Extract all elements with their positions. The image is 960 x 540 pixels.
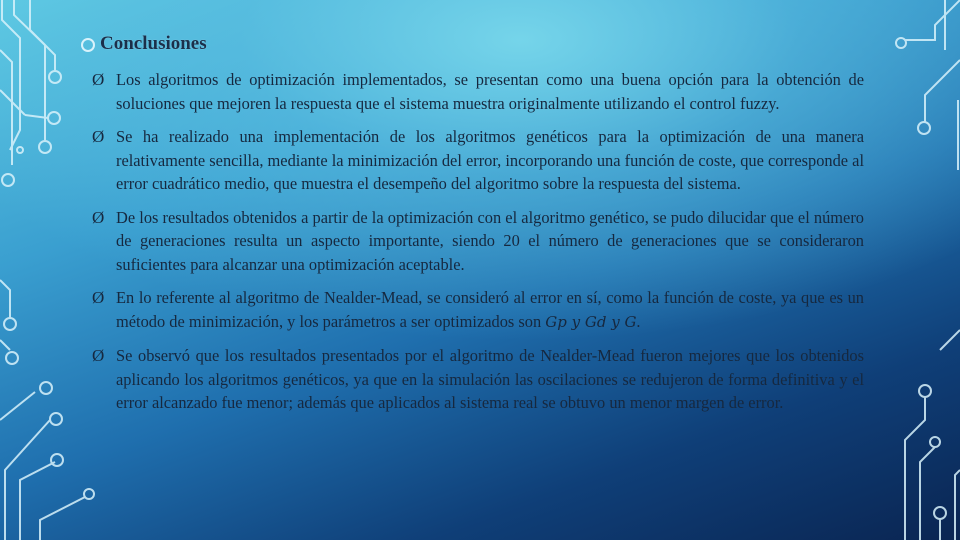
bullet-item-3 xyxy=(88,206,864,277)
bullet-item-5 xyxy=(88,344,864,415)
bullet-text: Se observó que los resultados presentados por el algoritmo de Nealder-Mead fueron mejores que los obtenidos aplicando los algoritmos genéticos, ya que en la simulación las oscilaciones se redujeron de forma definitiva y el error alcanzado fue menor; además que aplicados al sistema real se obtuvo un menor margen de error. xyxy=(116,346,864,412)
bullet-item-2 xyxy=(88,125,864,196)
bullet-list xyxy=(88,68,864,425)
bullet-text: Se ha realizado una implementación de los algoritmos genéticos para la optimización de una manera relativamente sencilla, mediante la minimización del error, incorporando una función de coste, que corresponde al error cuadrático medio, que muestra el desempeño del algoritmo sobre la respuesta del sistema. xyxy=(116,127,865,193)
bullet-tail: . xyxy=(636,311,641,331)
title-dot-icon xyxy=(81,38,95,52)
slide-title: Conclusiones xyxy=(100,33,207,54)
bullet-text: Los algoritmos de optimización implementados, se presentan como una buena opción para la obtención de soluciones que mejoren la respuesta que el sistema muestra originalmente utilizando el control fuzzy. xyxy=(116,70,864,113)
arrow-bullet-icon: Ø xyxy=(92,288,105,307)
bullet-text: De los resultados obtenidos a partir de la optimización con el algoritmo genético, se pudo dilucidar que el número de generaciones resulta un aspecto importante, siendo 20 el número de generaciones que se consideraron suficientes para alcanzar una optimización aceptable. xyxy=(116,207,864,274)
bullet-math: Gp y Gd y G xyxy=(545,312,637,331)
bullet-text: En lo referente al algoritmo de Nealder-Mead, se consideró al error en sí, como la función de coste, ya que es un método de minimización, y los parámetros a ser optimizados son xyxy=(116,288,864,331)
arrow-bullet-icon: Ø xyxy=(92,127,105,146)
bullet-item-1 xyxy=(88,68,864,115)
arrow-bullet-icon: Ø xyxy=(92,346,105,365)
bullet-item-4 xyxy=(88,286,864,334)
arrow-bullet-icon: Ø xyxy=(92,70,105,89)
arrow-bullet-icon: Ø xyxy=(92,207,105,227)
